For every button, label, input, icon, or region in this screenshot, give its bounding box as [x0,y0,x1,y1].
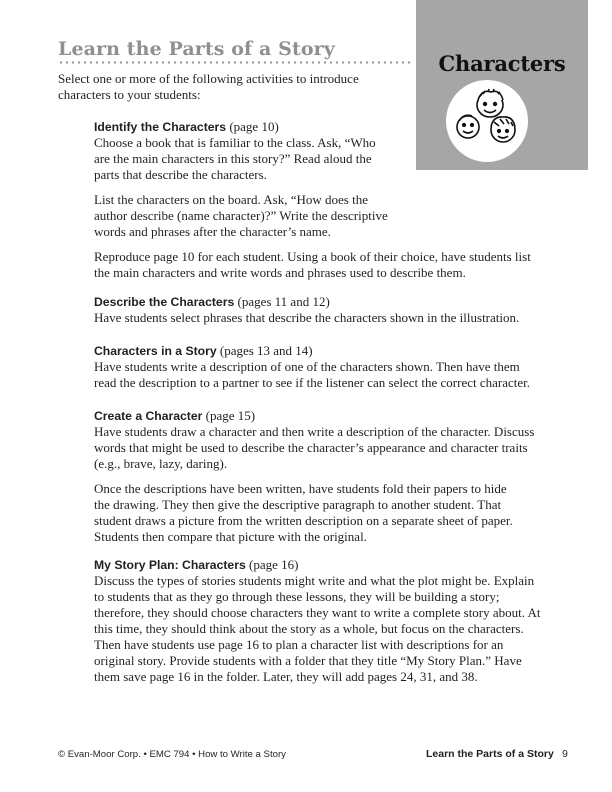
footer-copyright: © Evan-Moor Corp. • EMC 794 • How to Write a Story [58,749,286,760]
section-heading: Create a Character [94,409,203,423]
section-heading-line [94,557,544,573]
section-paragraph: Once the descriptions have been written, have students fold their papers to hide the drawing. They then give the descriptive paragraph to another student. That student draws a picture from the written description on a separate sheet of paper. Students then compare that picture with the original. [94,481,513,544]
dotted-rule [58,61,414,64]
section-characters-in-story [94,343,544,391]
section-heading-line [94,408,544,424]
footer-section-title: Learn the Parts of a Story [426,748,554,760]
section-identify-characters [94,119,544,281]
section-tab-label: Characters [438,51,566,76]
section-pages: (page 16) [248,557,299,572]
section-heading: My Story Plan: Characters [94,558,246,572]
section-paragraph: Have students draw a character and then write a description of the character. Discuss words that might be used to describe the character’s appearance and character traits (e.g., brave, lazy, daring). [94,424,535,471]
section-create-character [94,408,544,545]
section-paragraph: List the characters on the board. Ask, “How does the author describe (name character)?” Write the descriptive words and phrases after the character’s name. [94,192,388,239]
page-number: 9 [562,748,568,760]
section-heading-line [94,343,544,359]
section-paragraph: Have students write a description of one of the characters shown. Then have them read the description to a partner to see if the listener can select the correct character. [94,359,531,390]
page-title: Learn the Parts of a Story [58,38,335,60]
section-paragraph: Reproduce page 10 for each student. Using a book of their choice, have students list the main characters and write words and phrases used to describe them. [94,249,531,280]
section-paragraph: Have students select phrases that describe the characters shown in the illustration. [94,310,520,325]
section-my-story-plan [94,557,544,685]
section-describe-characters [94,294,544,326]
section-heading-line [94,294,544,310]
section-heading: Characters in a Story [94,344,217,358]
section-paragraph: Discuss the types of stories students might write and what the plot might be. Explain to students that as they go through these lessons, they will be building a story; therefore, they should choose characters they want to write a complete story about. At this time, they should think about the story as a whole, but focus on the characters. Then have students use page 16 to plan a character list with descriptions for an original story. Provide students with a folder that they title “My Story Plan.” Have them save page 16 in the folder. Later, they will add pages 24, 31, and 38. [94,573,541,684]
section-heading: Identify the Characters [94,120,227,134]
section-pages: (page 15) [205,408,256,423]
section-paragraph: Choose a book that is familiar to the class. Ask, “Who are the main characters in this story?” Read aloud the parts that describe the characters. [94,135,376,182]
intro-text: Select one or more of the following activities to introduce characters to your students: [58,71,359,102]
section-pages: (pages 13 and 14) [219,343,313,358]
section-heading: Describe the Characters [94,295,235,309]
section-pages: (page 10) [229,119,279,134]
section-heading-line [94,119,544,135]
section-pages: (pages 11 and 12) [237,294,330,309]
